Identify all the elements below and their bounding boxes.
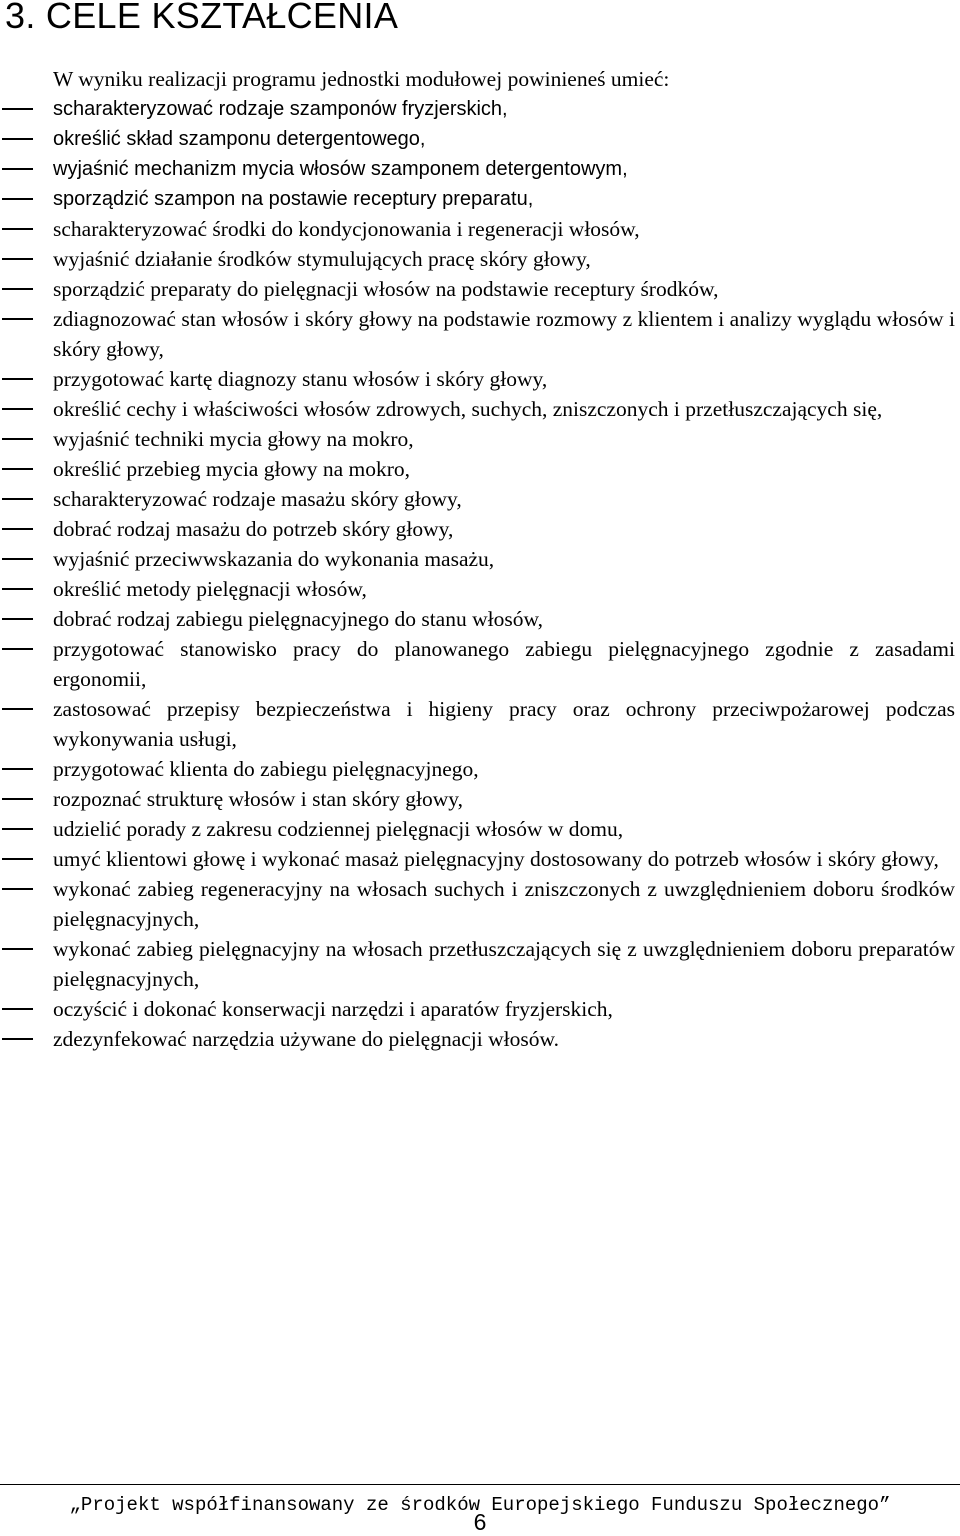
dash-bullet-icon [2, 888, 33, 890]
objective-item [0, 634, 960, 694]
dash-bullet-icon [2, 948, 33, 950]
objective-text: wyjaśnić przeciwwskazania do wykonania masażu, [53, 547, 495, 571]
objective-text: określić metody pielęgnacji włosów, [53, 577, 367, 601]
dash-bullet-icon [2, 198, 33, 200]
objective-item [0, 694, 960, 754]
dash-bullet-icon [2, 498, 33, 500]
dash-bullet-icon [2, 558, 33, 560]
dash-bullet-icon [2, 588, 33, 590]
objective-item [0, 214, 960, 244]
dash-bullet-icon [2, 108, 33, 110]
dash-bullet-icon [2, 228, 33, 230]
dash-bullet-icon [2, 438, 33, 440]
section-title: 3. CELE KSZTAŁCENIA [5, 0, 399, 36]
objective-item [0, 274, 960, 304]
objective-item [0, 844, 960, 874]
objective-item [0, 124, 960, 154]
dash-bullet-icon [2, 138, 33, 140]
objective-item [0, 424, 960, 454]
objective-text: przygotować klienta do zabiegu pielęgnacyjnego, [53, 757, 479, 781]
objective-item [0, 994, 960, 1024]
objective-text: wyjaśnić działanie środków stymulujących pracę skóry głowy, [53, 247, 591, 271]
objective-text: umyć klientowi głowę i wykonać masaż pielęgnacyjny dostosowany do potrzeb włosów i skóry głowy, [53, 847, 939, 871]
objective-text: sporządzić szampon na postawie receptury preparatu, [53, 188, 534, 210]
page-number: 6 [473, 1509, 487, 1535]
objective-text: określić skład szamponu detergentowego, [53, 128, 426, 150]
objective-text: przygotować kartę diagnozy stanu włosów i skóry głowy, [53, 367, 548, 391]
learning-objectives-list [0, 94, 960, 1054]
objective-item [0, 1024, 960, 1054]
objective-item [0, 754, 960, 784]
objective-text: scharakteryzować rodzaje szamponów fryzjerskich, [53, 98, 508, 120]
dash-bullet-icon [2, 1038, 33, 1040]
objective-item [0, 244, 960, 274]
objective-text: udzielić porady z zakresu codziennej pielęgnacji włosów w domu, [53, 817, 624, 841]
objective-text: wykonać zabieg regeneracyjny na włosach suchych i zniszczonych z uwzględnieniem doboru środków pielęgnacyjnych, [53, 877, 955, 931]
objective-item [0, 304, 960, 364]
dash-bullet-icon [2, 288, 33, 290]
dash-bullet-icon [2, 408, 33, 410]
dash-bullet-icon [2, 528, 33, 530]
objective-text: wyjaśnić mechanizm mycia włosów szamponem detergentowym, [53, 158, 628, 180]
objective-text: scharakteryzować środki do kondycjonowania i regeneracji włosów, [53, 217, 640, 241]
dash-bullet-icon [2, 798, 33, 800]
objective-item [0, 94, 960, 124]
objective-item [0, 784, 960, 814]
objective-item [0, 364, 960, 394]
dash-bullet-icon [2, 168, 33, 170]
dash-bullet-icon [2, 378, 33, 380]
objective-text: sporządzić preparaty do pielęgnacji włosów na podstawie receptury środków, [53, 277, 719, 301]
dash-bullet-icon [2, 708, 33, 710]
objective-text: określić przebieg mycia głowy na mokro, [53, 457, 411, 481]
objective-item [0, 604, 960, 634]
objective-text: określić cechy i właściwości włosów zdrowych, suchych, zniszczonych i przetłuszczających się, [53, 397, 883, 421]
objective-item [0, 394, 960, 424]
objective-text: dobrać rodzaj masażu do potrzeb skóry głowy, [53, 517, 454, 541]
objective-text: wyjaśnić techniki mycia głowy na mokro, [53, 427, 414, 451]
footer-divider [0, 1484, 960, 1485]
dash-bullet-icon [2, 828, 33, 830]
footer-funding-note: „Projekt współfinansowany ze środków Europejskiego Funduszu Społecznego” [69, 1494, 891, 1516]
objective-text: scharakteryzować rodzaje masażu skóry głowy, [53, 487, 462, 511]
objective-item [0, 934, 960, 994]
objective-text: oczyścić i dokonać konserwacji narzędzi i aparatów fryzjerskich, [53, 997, 613, 1021]
objective-item [0, 874, 960, 934]
dash-bullet-icon [2, 1008, 33, 1010]
objective-text: rozpoznać strukturę włosów i stan skóry głowy, [53, 787, 464, 811]
objective-text: przygotować stanowisko pracy do planowanego zabiegu pielęgnacyjnego zgodnie z zasadami ergonomii, [53, 637, 955, 691]
dash-bullet-icon [2, 318, 33, 320]
dash-bullet-icon [2, 768, 33, 770]
objective-item [0, 814, 960, 844]
objective-text: dobrać rodzaj zabiegu pielęgnacyjnego do stanu włosów, [53, 607, 543, 631]
dash-bullet-icon [2, 618, 33, 620]
intro-text: W wyniku realizacji programu jednostki modułowej powinieneś umieć: [53, 67, 670, 91]
objective-item [0, 454, 960, 484]
objective-text: zdezynfekować narzędzia używane do pielęgnacji włosów. [53, 1027, 560, 1051]
objective-item [0, 574, 960, 604]
objective-item [0, 484, 960, 514]
dash-bullet-icon [2, 258, 33, 260]
objective-text: zdiagnozować stan włosów i skóry głowy na podstawie rozmowy z klientem i analizy wyglądu włosów i skóry głowy, [53, 307, 955, 361]
objective-item [0, 544, 960, 574]
objective-text: zastosować przepisy bezpieczeństwa i higieny pracy oraz ochrony przeciwpożarowej podczas wykonywania usługi, [53, 697, 955, 751]
dash-bullet-icon [2, 858, 33, 860]
dash-bullet-icon [2, 468, 33, 470]
dash-bullet-icon [2, 648, 33, 650]
objective-item [0, 154, 960, 184]
objective-item [0, 514, 960, 544]
objective-text: wykonać zabieg pielęgnacyjny na włosach przetłuszczających się z uwzględnieniem doboru preparatów pielęgnacyjnych, [53, 937, 955, 991]
objective-item [0, 184, 960, 214]
